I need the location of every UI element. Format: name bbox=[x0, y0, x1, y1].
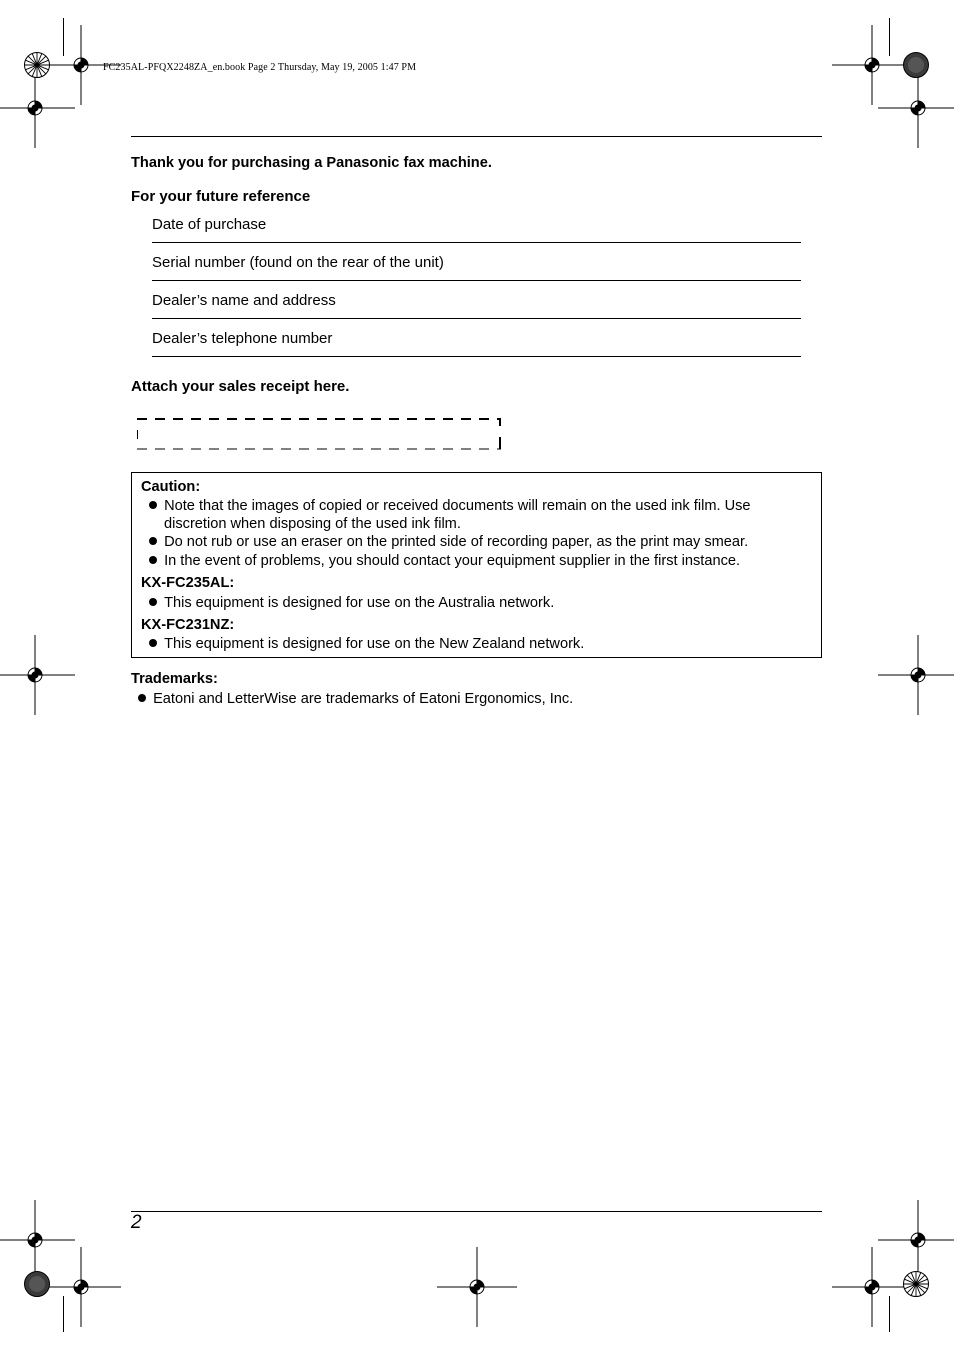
model-bullet-nz: This equipment is designed for use on the New Zealand network. bbox=[149, 635, 584, 653]
caution-heading: Caution: bbox=[141, 479, 201, 495]
footer-rule bbox=[131, 1211, 822, 1212]
print-slug: FC235AL-PFQX2248ZA_en.book Page 2 Thursday, May 19, 2005 1:47 PM bbox=[103, 62, 417, 73]
receipt-heading: Attach your sales receipt here. bbox=[131, 378, 350, 395]
reference-row-date: Date of purchase bbox=[152, 206, 801, 243]
starburst-mark-top-right bbox=[903, 52, 929, 78]
bullet-icon bbox=[138, 694, 146, 702]
trademarks-heading: Trademarks: bbox=[131, 671, 218, 687]
caution-bullet: In the event of problems, you should contact your equipment supplier in the first instance. bbox=[149, 552, 740, 570]
crop-line bbox=[63, 1296, 64, 1332]
starburst-mark-top-left bbox=[24, 52, 50, 78]
reference-row-dealer-phone: Dealer’s telephone number bbox=[152, 320, 801, 357]
reference-heading: For your future reference bbox=[131, 188, 311, 205]
trademarks-bullet: Eatoni and LetterWise are trademarks of Eatoni Ergonomics, Inc. bbox=[138, 690, 573, 708]
caution-bullet: Note that the images of copied or received documents will remain on the used ink film. Use bbox=[149, 497, 751, 515]
caution-bullet-continuation: discretion when disposing of the used ink film. bbox=[164, 516, 461, 532]
model-bullet-au: This equipment is designed for use on the Australia network. bbox=[149, 594, 554, 612]
bullet-icon bbox=[149, 501, 157, 509]
model-heading-nz: KX-FC231NZ: bbox=[141, 617, 235, 633]
crop-line bbox=[63, 18, 64, 56]
reference-row-dealer-name: Dealer’s name and address bbox=[152, 282, 801, 319]
bullet-icon bbox=[149, 556, 157, 564]
caution-bullet: Do not rub or use an eraser on the printed side of recording paper, as the print may smear. bbox=[149, 533, 748, 551]
crop-line bbox=[889, 1296, 890, 1332]
intro-text: Thank you for purchasing a Panasonic fax machine. bbox=[131, 155, 492, 171]
crop-line bbox=[889, 18, 890, 56]
starburst-mark-bottom-left bbox=[24, 1271, 50, 1297]
model-heading-au: KX-FC235AL: bbox=[141, 575, 235, 591]
starburst-mark-bottom-right bbox=[903, 1271, 929, 1297]
receipt-attach-area bbox=[137, 418, 501, 450]
bullet-icon bbox=[149, 537, 157, 545]
header-rule bbox=[131, 136, 822, 137]
bullet-icon bbox=[149, 598, 157, 606]
caution-box bbox=[131, 472, 822, 658]
reference-row-serial: Serial number (found on the rear of the unit) bbox=[152, 244, 801, 281]
bullet-icon bbox=[149, 639, 157, 647]
page-number: 2 bbox=[131, 1212, 142, 1233]
